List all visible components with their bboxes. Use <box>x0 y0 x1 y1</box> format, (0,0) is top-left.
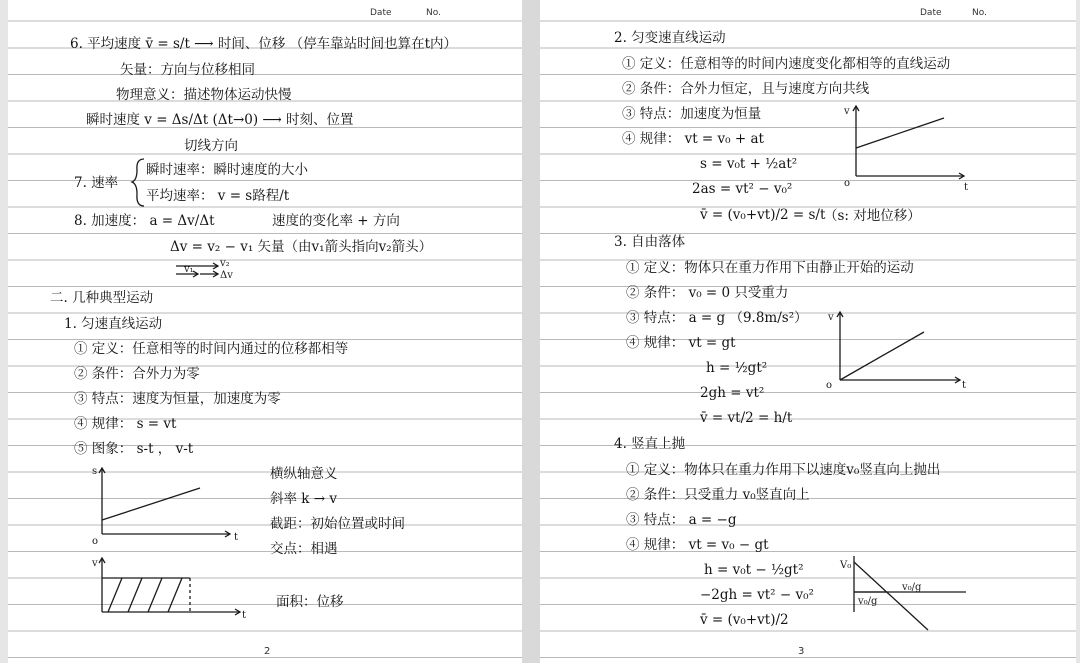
dv-label: Δv <box>220 270 233 281</box>
note-line: ④ 规律： vt = v₀ − gt <box>626 537 769 553</box>
vector-subtraction-sketch <box>174 258 234 280</box>
note-line: v̄ = (v₀+vt)/2 = s/t <box>700 207 826 223</box>
origin-label: o <box>826 380 833 391</box>
v-t-graph-uniform-acceleration <box>840 100 980 192</box>
brace-icon <box>132 158 146 208</box>
note-line: ① 定义：任意相等的时间内速度变化都相等的直线运动 <box>622 56 951 72</box>
note-line: 横纵轴意义 <box>270 466 338 482</box>
v1-label: v₁ <box>184 264 194 275</box>
note-line: ④ 规律： s = vt <box>74 416 177 432</box>
note-line: ③ 特点： a = g （9.8m/s²） <box>626 310 808 326</box>
note-line: 物理意义：描述物体运动快慢 <box>116 87 292 103</box>
s-t-graph <box>92 462 252 546</box>
subsection-heading: 1. 匀速直线运动 <box>64 316 163 332</box>
note-line: 平均速率： v = s路程/t <box>146 188 290 204</box>
note-line: ③ 特点：加速度为恒量 <box>622 106 762 122</box>
note-line: 截距：初始位置或时间 <box>270 516 405 532</box>
t-axis-label: t <box>964 182 969 193</box>
note-line: Δv = v₂ − v₁ 矢量（由v₁箭头指向v₂箭头） <box>170 239 433 255</box>
note-line: 速度的变化率 + 方向 <box>272 213 400 229</box>
note-line: ① 定义：物体只在重力作用下由静止开始的运动 <box>626 260 914 276</box>
note-line: 斜率 k → v <box>270 491 337 507</box>
s-axis-label: s <box>92 466 98 477</box>
v-t-graph-vertical-throw <box>836 552 976 636</box>
note-line: 6. 平均速度 v̄ = s/t ⟶ 时间、位移 （停车靠站时间也算在t内） <box>70 36 458 52</box>
v-axis-label: v <box>92 558 98 569</box>
note-line: ① 定义：物体只在重力作用下以速度v₀竖直向上抛出 <box>626 462 941 478</box>
note-line: 8. 加速度： a = Δv/Δt <box>74 213 215 229</box>
t-axis-label: t <box>234 532 239 543</box>
origin-label: o <box>92 536 99 547</box>
v0-label: V₀ <box>840 560 852 571</box>
section-heading: 二. 几种典型运动 <box>50 290 154 306</box>
page-number: 2 <box>264 646 271 657</box>
note-line: ② 条件：只受重力 v₀竖直向上 <box>626 487 810 503</box>
note-line: 瞬时速度 v = Δs/Δt (Δt→0) ⟶ 时刻、位置 <box>86 112 354 128</box>
notebook-page-left <box>8 0 522 663</box>
page-gutter <box>522 0 540 663</box>
note-line: ② 条件： v₀ = 0 只受重力 <box>626 285 789 301</box>
subsection-heading: 4. 竖直上抛 <box>614 436 686 452</box>
note-line: ② 条件：合外力为零 <box>74 366 200 382</box>
note-line: v̄ = vt/2 = h/t <box>700 410 793 426</box>
t-axis-label: t <box>962 380 967 391</box>
v0-over-g-label: v₀/g <box>902 582 922 593</box>
note-line: h = v₀t − ½gt² <box>704 562 804 578</box>
date-label: Date <box>370 8 392 18</box>
note-line: 2gh = vt² <box>700 385 765 401</box>
note-line: v̄ = (v₀+vt)/2 <box>700 612 789 628</box>
number-label: No. <box>972 8 987 18</box>
note-line: ③ 特点： a = −g <box>626 512 737 528</box>
note-line: 切线方向 <box>184 138 238 154</box>
note-line: h = ½gt² <box>706 360 768 376</box>
subsection-heading: 3. 自由落体 <box>614 234 686 250</box>
note-line: ④ 规律： vt = gt <box>626 335 736 351</box>
note-line: 2as = vt² − v₀² <box>692 181 793 197</box>
note-line: ② 条件：合外力恒定，且与速度方向共线 <box>622 81 870 97</box>
v2-label: v₂ <box>220 258 230 269</box>
note-line: ① 定义：任意相等的时间内通过的位移都相等 <box>74 341 349 357</box>
v-t-graph <box>92 552 252 620</box>
number-label: No. <box>426 8 441 18</box>
note-line: s = v₀t + ½at² <box>700 156 798 172</box>
note-line: 面积：位移 <box>276 594 344 610</box>
note-line: 瞬时速率：瞬时速度的大小 <box>146 162 308 178</box>
note-line: ⑤ 图象： s-t ， v-t <box>74 441 194 457</box>
v-axis-label: v <box>828 312 834 323</box>
note-line: 矢量：方向与位移相同 <box>120 62 255 78</box>
t-axis-label: t <box>242 610 247 621</box>
note-line: ③ 特点：速度为恒量，加速度为零 <box>74 391 281 407</box>
origin-label: o <box>844 178 851 189</box>
subsection-heading: 2. 匀变速直线运动 <box>614 30 726 46</box>
page-number: 3 <box>798 646 805 657</box>
note-line: ④ 规律： vt = v₀ + at <box>622 131 764 147</box>
v-axis-label: v <box>844 106 850 117</box>
note-line: 交点：相遇 <box>270 541 338 557</box>
note-line: −2gh = vt² − v₀² <box>700 587 814 603</box>
note-line: （s: 对地位移） <box>824 208 921 224</box>
v-t-graph-free-fall <box>826 306 972 396</box>
notebook-page-right <box>540 0 1076 663</box>
v0-over-g-label: v₀/g <box>858 596 878 607</box>
note-line: 7. 速率 <box>74 175 119 191</box>
date-label: Date <box>920 8 942 18</box>
